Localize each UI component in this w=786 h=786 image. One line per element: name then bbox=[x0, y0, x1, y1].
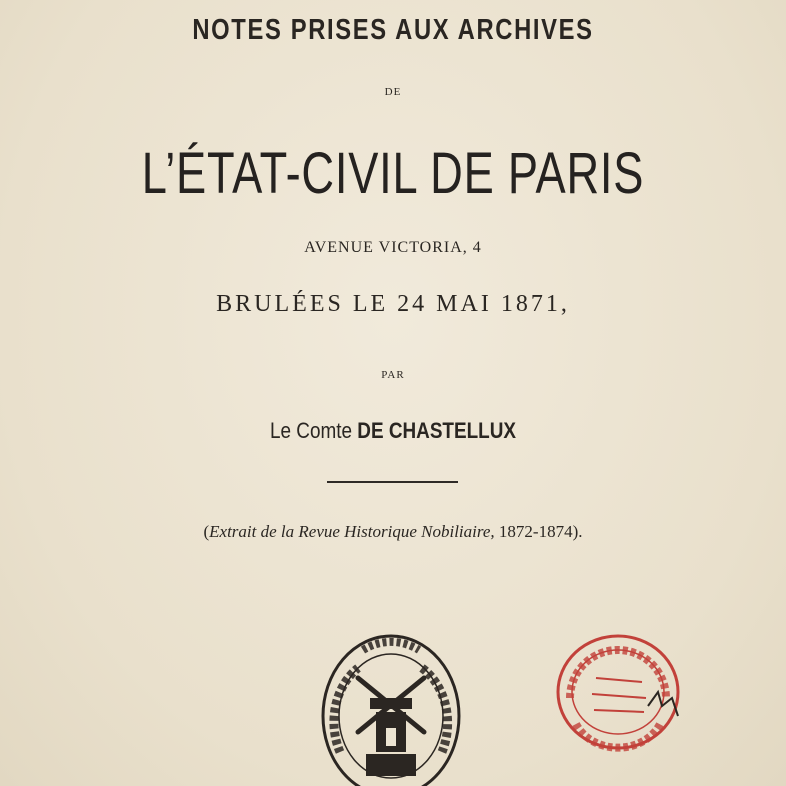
extract-open-paren: ( bbox=[203, 522, 210, 541]
extract-note bbox=[0, 522, 786, 542]
extract-years: 1872-1874 bbox=[498, 522, 573, 541]
address-line: AVENUE VICTORIA, 4 bbox=[304, 239, 482, 256]
burned-date-line: BRULÉES LE 24 MAI 1871, bbox=[216, 291, 570, 317]
extract-source: Extrait de la Revue Historique Nobiliaire, bbox=[209, 522, 495, 541]
author-line bbox=[55, 418, 731, 444]
divider-rule bbox=[327, 481, 458, 483]
main-title: L’ÉTAT-CIVIL DE PARIS bbox=[141, 141, 645, 206]
extract-close-paren: ). bbox=[572, 522, 583, 541]
par-line: PAR bbox=[381, 369, 405, 381]
author-prefix: Le Comte bbox=[269, 418, 353, 443]
title-line-notes: NOTES PRISES AUX ARCHIVES bbox=[192, 14, 594, 46]
windmill-seal-icon bbox=[318, 632, 464, 786]
author-name: DE CHASTELLUX bbox=[357, 418, 517, 443]
library-stamp-icon bbox=[552, 628, 698, 754]
title-line-de: DE bbox=[384, 86, 402, 98]
